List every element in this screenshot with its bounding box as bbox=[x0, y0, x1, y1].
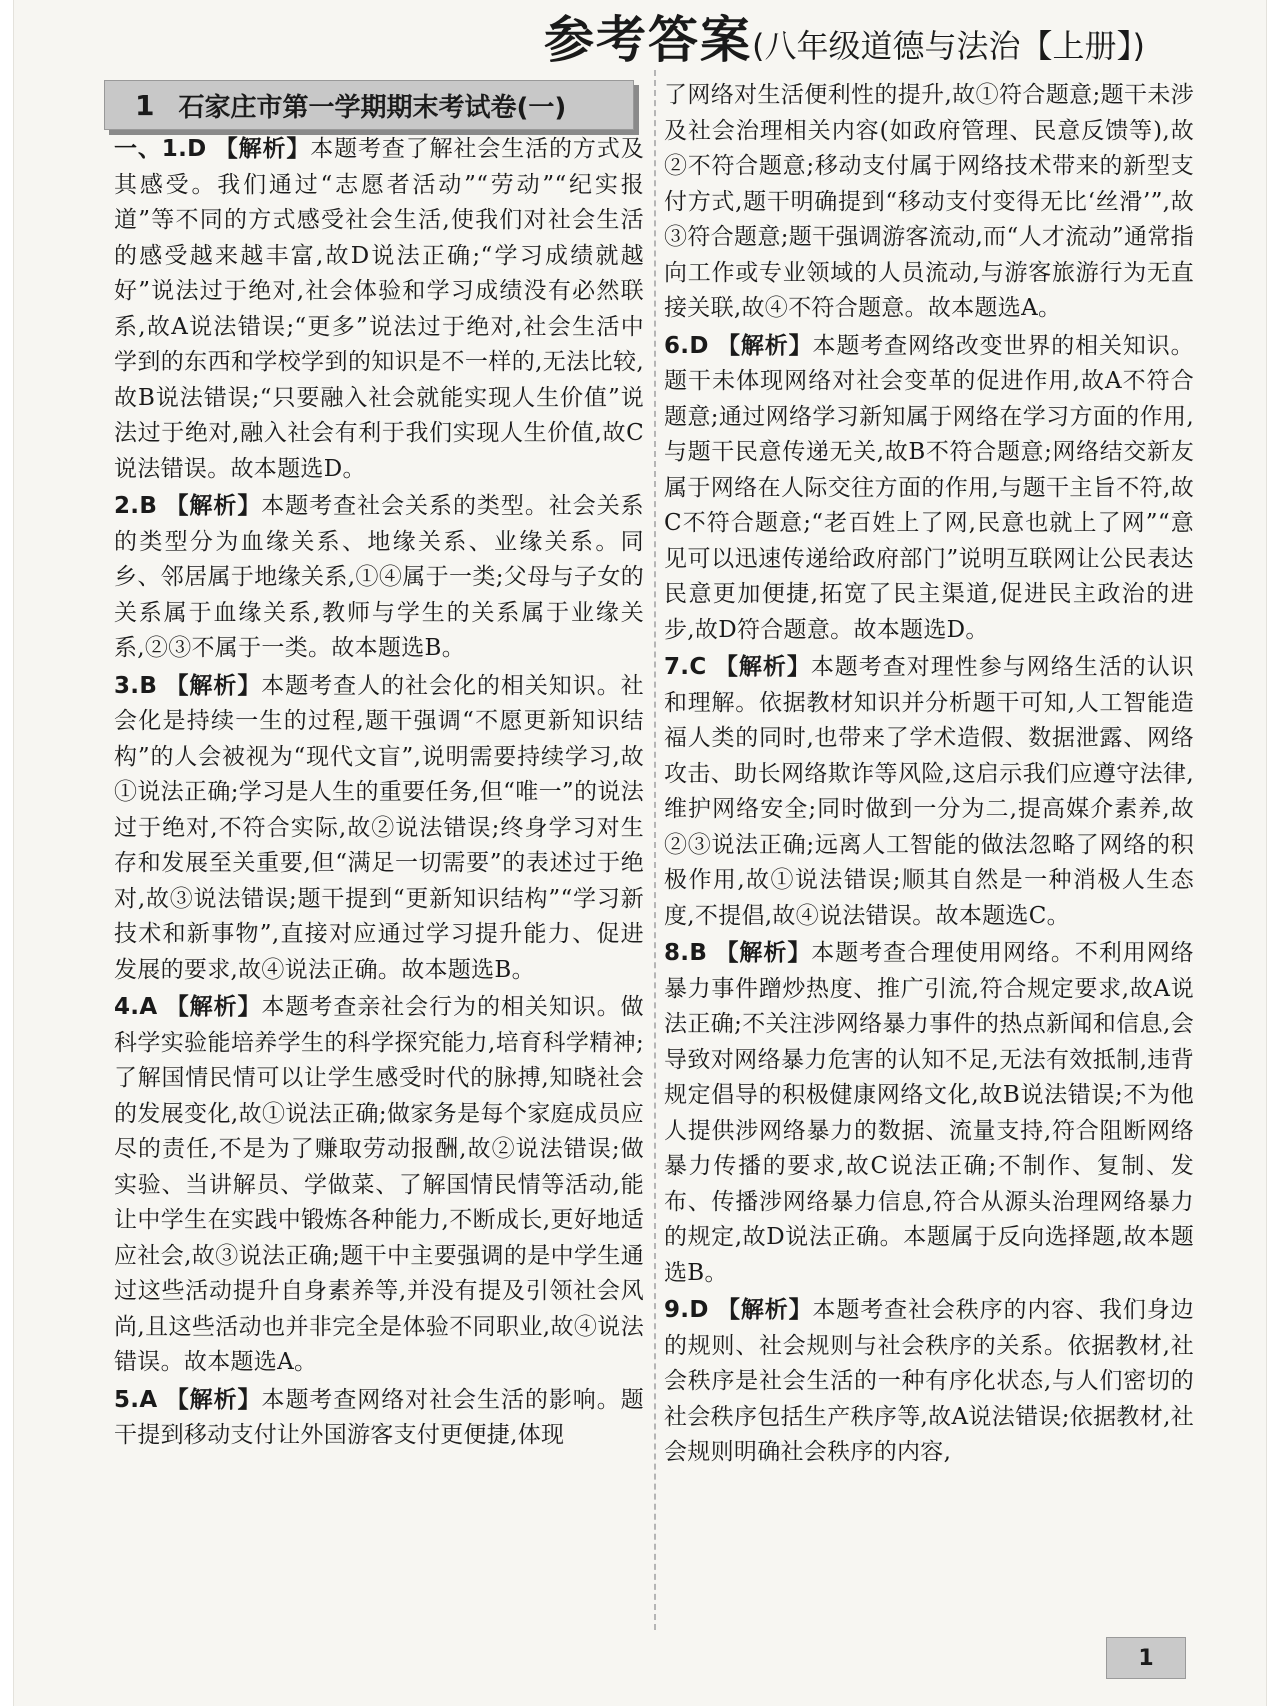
analysis-tag: 【解析】 bbox=[165, 994, 262, 1020]
answer-text: 本题考查人的社会化的相关知识。社会化是持续一生的过程,题干强调“不愿更新知识结构”的人会被视为“现代文盲”,说明需要持续学习,故①说法正确;学习是人生的重要任务,但“唯一”的说法过于绝对,不符合实际,故②说法错误;终身学习对生存和发展至关重要,但“满足一切需要”的表述过于绝对,故③说法错误;题干提到“更新知识结构”“学习新技术和新事物”,直接对应通过学习提升能力、促进发展的要求,故④说法正确。故本题选B。 bbox=[114, 672, 644, 983]
section-heading bbox=[104, 80, 634, 130]
answer-number: 2.B bbox=[114, 493, 158, 519]
left-column bbox=[114, 132, 644, 1456]
analysis-tag: 【解析】 bbox=[165, 493, 262, 519]
answer-text: 本题考查社会秩序的内容、我们身边的规则、社会规则与社会秩序的关系。依据教材,社会秩序是社会生活的一种有序化状态,与人们密切的社会秩序包括生产秩序等,故A说法错误;依据教材,社会规则明确社会秩序的内容, bbox=[664, 1297, 1194, 1465]
analysis-tag: 【解析】 bbox=[714, 654, 811, 680]
analysis-tag: 【解析】 bbox=[715, 940, 812, 966]
answer-number: 6.D bbox=[664, 332, 709, 359]
answer-item bbox=[114, 1383, 644, 1454]
answer-text: 本题考查合理使用网络。不利用网络暴力事件蹭炒热度、推广引流,符合规定要求,故A说法正确;不关注涉网络暴力事件的热点新闻和信息,会导致对网络暴力危害的认知不足,无法有效抵制,违背规定倡导的积极健康网络文化,故B说法错误;不为他人提供涉网络暴力的数据、流量支持,符合阻断网络暴力传播的要求,故C说法正确;不制作、复制、发布、传播涉网络暴力信息,符合从源头治理网络暴力的规定,故D说法正确。本题属于反向选择题,故本题选B。 bbox=[664, 940, 1194, 1286]
answer-number: 9.D bbox=[664, 1297, 709, 1323]
answer-item bbox=[664, 650, 1194, 934]
answer-number: 3.B bbox=[114, 672, 158, 699]
answer-text: 本题考查了解社会生活的方式及其感受。我们通过“志愿者活动”“劳动”“纪实报道”等不同的方式感受社会生活,使我们对社会生活的感受越来越丰富,故D说法正确;“学习成绩就越好”说法过于绝对,社会体验和学习成绩没有必然联系,故A说法错误;“更多”说法过于绝对,社会生活中学到的东西和学校学到的知识是不一样的,无法比较,故B说法错误;“只要融入社会就能实现人生价值”说法过于绝对,融入社会有利于我们实现人生价值,故C说法错误。故本题选D。 bbox=[114, 136, 644, 482]
answer-text: 本题考查对理性参与网络生活的认识和理解。依据教材知识并分析题干可知,人工智能造福人类的同时,也带来了学术造假、数据泄露、网络攻击、助长网络欺诈等风险,这启示我们应遵守法律,维护网络安全;同时做到一分为二,提高媒介素养,故②③说法正确;远离人工智能的做法忽略了网络的积极作用,故①说法错误;顺其自然是一种消极人生态度,不提倡,故④说法错误。故本题选C。 bbox=[664, 654, 1194, 929]
answer-item bbox=[664, 936, 1194, 1291]
answer-sheet-page bbox=[14, 0, 1266, 1706]
answer-item bbox=[114, 990, 644, 1381]
analysis-tag: 【解析】 bbox=[716, 1297, 813, 1323]
answer-continuation: 了网络对生活便利性的提升,故①符合题意;题干未涉及社会治理相关内容(如政府管理、民意反馈等),故②不符合题意;移动支付属于网络技术带来的新型支付方式,题干明确提到“移动支付变得无比‘丝滑’”,故③符合题意;题干强调游客流动,而“人才流动”通常指向工作或专业领域的人员流动,与游客旅游行为无直接关联,故④不符合题意。故本题选A。 bbox=[664, 82, 1194, 321]
answer-number: 4.A bbox=[114, 994, 158, 1020]
answer-item bbox=[664, 329, 1194, 649]
answer-item bbox=[664, 1293, 1194, 1471]
page-number-badge: 1 bbox=[1106, 1637, 1186, 1679]
answer-item bbox=[114, 669, 644, 989]
answer-number: 5.A bbox=[114, 1386, 158, 1413]
page-title: 参考答案 bbox=[544, 11, 752, 69]
answer-text: 本题考查网络对社会生活的影响。题干提到移动支付让外国游客支付更便捷,体现 bbox=[114, 1386, 644, 1448]
column-divider bbox=[654, 70, 656, 1630]
section-number: 1 bbox=[135, 88, 155, 122]
page-subtitle: (八年级道德与法治【上册】) bbox=[752, 27, 1145, 65]
answer-item bbox=[114, 132, 644, 487]
analysis-tag: 【解析】 bbox=[165, 672, 262, 699]
answer-text: 本题考查社会关系的类型。社会关系的类型分为血缘关系、地缘关系、业缘关系。同乡、邻居属于地缘关系,①④属于一类;父母与子女的关系属于血缘关系,教师与学生的关系属于业缘关系,②③不属于一类。故本题选B。 bbox=[114, 493, 644, 661]
analysis-tag: 【解析】 bbox=[214, 136, 311, 162]
page-header bbox=[544, 0, 1145, 72]
answer-text: 本题考查亲社会行为的相关知识。做科学实验能培养学生的科学探究能力,培育科学精神;了解国情民情可以让学生感受时代的脉搏,知晓社会的发展变化,故①说法正确;做家务是每个家庭成员应尽的责任,不是为了赚取劳动报酬,故②说法错误;做实验、当讲解员、学做菜、了解国情民情等活动,能让中学生在实践中锻炼各种能力,不断成长,更好地适应社会,故③说法正确;题干中主要强调的是中学生通过这些活动提升自身素养等,并没有提及引领社会风尚,且这些活动也并非完全是体验不同职业,故④说法错误。故本题选A。 bbox=[114, 994, 644, 1375]
answer-text: 本题考查网络改变世界的相关知识。题干未体现网络对社会变革的促进作用,故A不符合题意;通过网络学习新知属于网络在学习方面的作用,与题干民意传递无关,故B不符合题意;网络结交新友属于网络在人际交往方面的作用,与题干主旨不符,故C不符合题意;“老百姓上了网,民意也就上了网”“意见可以迅速传递给政府部门”说明互联网让公民表达民意更加便捷,拓宽了民主渠道,促进民主政治的进步,故D符合题意。故本题选D。 bbox=[664, 332, 1194, 643]
analysis-tag: 【解析】 bbox=[716, 332, 813, 359]
answer-number: 一、1.D bbox=[114, 136, 207, 162]
section-title: 石家庄市第一学期期末考试卷(一) bbox=[178, 92, 567, 123]
analysis-tag: 【解析】 bbox=[165, 1386, 262, 1413]
answer-number: 8.B bbox=[664, 940, 708, 966]
answer-item bbox=[114, 489, 644, 667]
right-column bbox=[664, 78, 1194, 1473]
answer-number: 7.C bbox=[664, 654, 707, 680]
